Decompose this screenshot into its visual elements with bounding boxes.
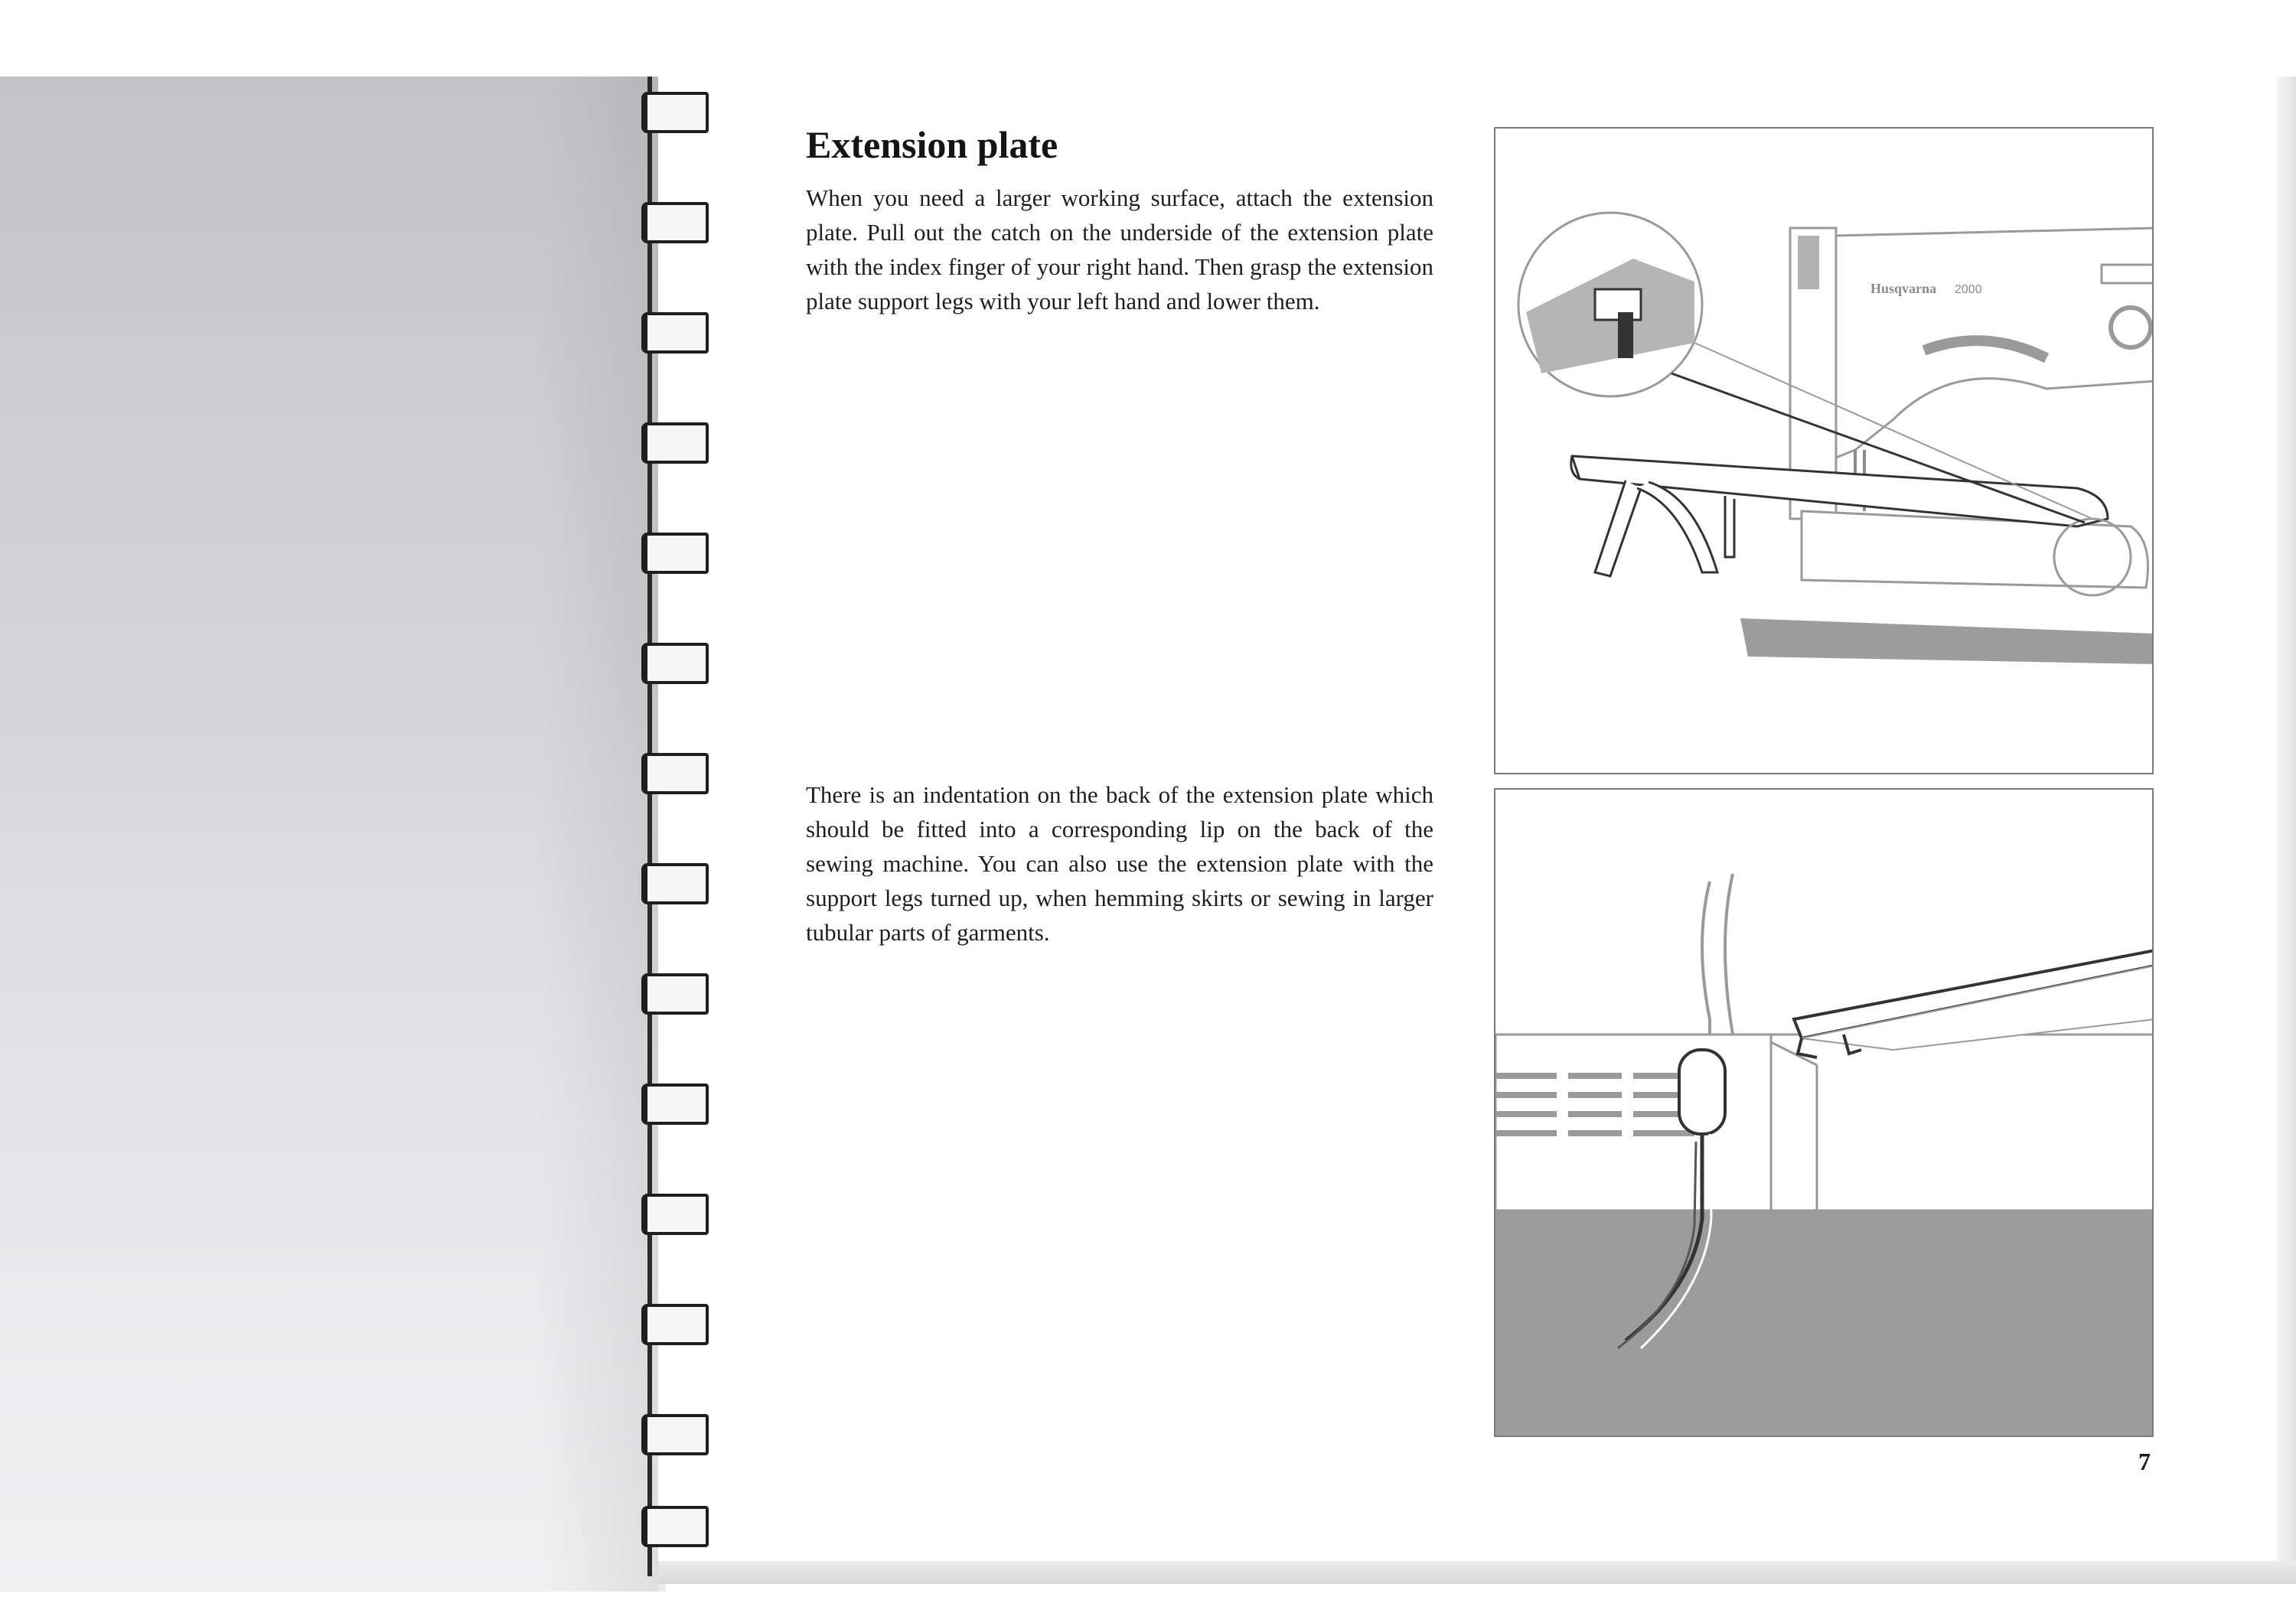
page-title: Extension plate bbox=[806, 123, 1058, 166]
binding-coil bbox=[641, 1414, 709, 1455]
machine-brand-label: Husqvarna bbox=[1870, 281, 1937, 296]
binding-coil bbox=[641, 1194, 709, 1235]
scan-background bbox=[0, 0, 2296, 77]
binding-coil bbox=[641, 863, 709, 904]
figure-1-drawing bbox=[1495, 129, 2154, 774]
paragraph-attach-plate: When you need a larger working surface, attach the extension plate. Pull out the catch on the underside of the extension plate with the index finger of your right hand. Then grasp the extension plate support legs with your left hand and lower them. bbox=[806, 184, 1433, 314]
binding-coil bbox=[641, 312, 709, 354]
binding-coil bbox=[641, 422, 709, 464]
binding-coil bbox=[641, 643, 709, 684]
binding-coil bbox=[641, 973, 709, 1015]
binding-coil bbox=[641, 202, 709, 243]
binding-coil bbox=[641, 1506, 709, 1547]
binding-spine bbox=[647, 77, 652, 1576]
page-edge bbox=[2277, 77, 2296, 1576]
figure-plate-fitted-to-lip bbox=[1494, 788, 2154, 1437]
binding-coil bbox=[641, 753, 709, 794]
figure-extension-plate-legs bbox=[1494, 127, 2154, 774]
binding-coil bbox=[641, 533, 709, 574]
machine-model-label: 2000 bbox=[1955, 283, 1982, 296]
figure-2-drawing bbox=[1495, 790, 2154, 1437]
spiral-binding bbox=[635, 77, 719, 1576]
page-bottom-edge bbox=[658, 1561, 2296, 1584]
binding-coil bbox=[641, 92, 709, 133]
binding-coil bbox=[641, 1083, 709, 1125]
binding-coil bbox=[641, 1304, 709, 1345]
page-number: 7 bbox=[2138, 1448, 2151, 1475]
paragraph-indentation: There is an indentation on the back of the extension plate which should be fitted into a corresponding lip on the back of the sewing machine. You can also use the extension plate with the support legs turned up, when hemming skirts or sewing in larger tubular parts of garments. bbox=[806, 781, 1433, 946]
